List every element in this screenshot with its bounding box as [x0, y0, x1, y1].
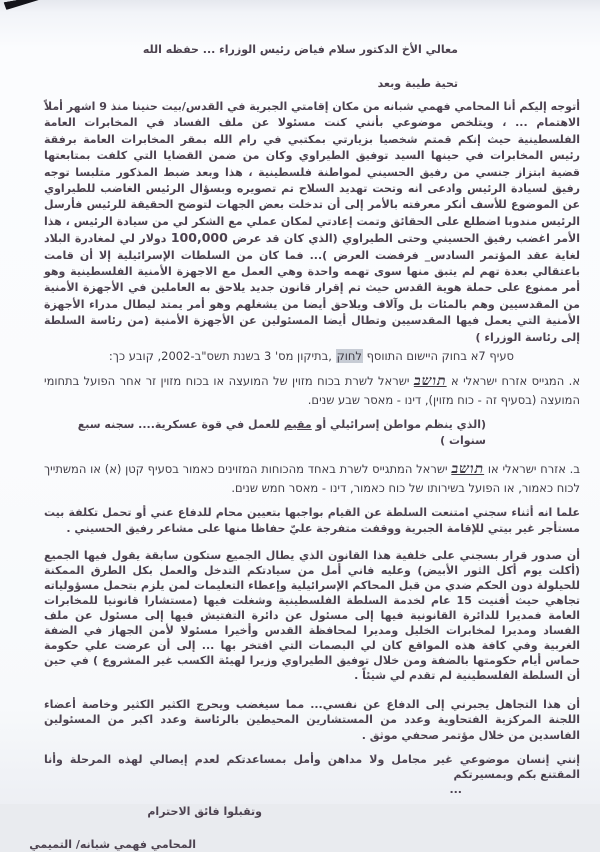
clause-a-text-before: א. המגייס אזרח ישראלי א [446, 374, 581, 389]
scan-artifact-corner-mark [4, 0, 42, 10]
clause-a-text-after: ישראל לשרת בכוח מזוין של המועצה או בכוח מזוין זר אחר הפועל בתחומי המועצה (בסעיף זה - כוח מזוין), דינו - מאסר שבע שנים. [44, 374, 580, 408]
law-intro-after-highlight: ,בתיקון מס' 3 בשנת תשס"ב-2002, קובע כך: [108, 349, 336, 364]
note-text-before: (الذي ينظم مواطن إسرائيلي أو [311, 418, 486, 432]
law-clause-b [44, 460, 580, 498]
law-clause-a [44, 372, 580, 410]
paragraph-appeal-and-career: أن صدور قرار بسجني على خلفية هذا القانون الذي يطال الجميع ستكون سابقة يقول فيها الجميع (أكلت يوم أكل الثور الأبيض) وعليه فاني أمل من سيادتكم التدخل والعمل بكل الطرق الممكنة للحيلولة دون الحكم ضدي من قبل المحاكم الإسرائيلية وإعطاء التعليمات لمن يلزم بتحمل مسؤولياته تجاهي حيث أفنيت 15 عام لخدمة السلطة الفلسطينية وشغلت فيها (مستشارا قانونيا للمخابرات العامة فمديرا للدائرة القانونية فيها إلى مسئول عن دائرة التفتيش فيها إلى مسئول عن ملف الفساد ومديرا لمخابرات الخليل ومديرا لمحافظة القدس وأخيرا مسئولا لأمن الجهاز في الضفة الغربية وفي كافة هذه المواقع كان لي البصمات التي افتخر بها ... إلى أن عرضت علي حكومة حماس أيام حكومتها بالضفة ومن خلال توفيق الطيراوي وزيرا لهيئة الكسب غير المشروع ) في حين أن السلطة الفلسطينية لم تقدم لي شيئاً . [44, 549, 581, 683]
intro-text-after-amount: دولار لي لمغادرة البلاد لغاية عقد المؤتمر السادس_ فرفضت العرض )... فما كان من السلطات الإسرائيلية إلا أن قامت باعتقالي بعدة تهم لم يتبق منها سوى تهمه واحدة وهي العمل مع الاجهزة الأمنية الفلسطينية وهو أمر ممنوع على حملة هوية القدس حيث تم إقرار قانون جديد يلاحق به العاملين في الأجهزة الأمنية من المقدسيين وهم بالمئات بل وآلاف ويلاحق أيضا من يشغلهم وهو أمر يمتد ليطال مدراء الأجهزة الأمنية التي يعمل فيها المقدسيين وتطال أيضا المسئولين عن الأجهزة الأمنية (من رئاسة السلطة إلى رئاسة الوزراء ) [44, 232, 580, 344]
closing-line: وتقبلوا فائق الاحترام [147, 805, 262, 819]
signature-line: المحامي فهمي شبانه/ التميمي [29, 838, 196, 852]
offer-amount-value: 100,000 [170, 230, 228, 246]
arabic-translation-note [44, 417, 486, 449]
continuation-ellipsis: ... [449, 783, 462, 797]
underlined-word-muqim: مقيم [283, 418, 312, 432]
clause-b-text-before: ב. אזרח ישראלי או [484, 462, 580, 477]
emphasized-word-toshav-b: תושב [451, 461, 485, 478]
paragraph-warning: أن هذا التجاهل يجبرني إلى الدفاع عن نفسي... مما سيغضب ويحرج الكثير الكثير وخاصة أعضاء اللجنة المركزية الفتحاوية وعدد من المستشارين المحيطين بالرئاسة وعدد اكبر من المسئولين الفاسدين من خلال مؤتمر صحفي موثق . [44, 698, 580, 742]
highlighted-word-lachok: לחוק [336, 349, 362, 364]
recipient-line: معالي الأخ الدكتور سلام فياض رئيس الوزراء ... حفظه الله [142, 43, 458, 56]
law-intro-line [44, 349, 514, 364]
salutation-line: تحية طيبة وبعد [377, 77, 458, 90]
paragraph-detention-complaint: علما انه أثناء سجني امتنعت السلطة عن القيام بواجبها بتعيين محام للدفاع عني أو تحمل تكلفة بيت مستأجر غير بيتي للإقامة الجبرية ووقفت متفرجة عليّ حفاظا منها على مشاعر رفيق الحسيني . [44, 506, 580, 535]
intro-paragraph [44, 99, 580, 346]
emphasized-word-toshav-a: תושב [413, 373, 447, 390]
intro-text-before-amount: أتوجه إليكم أنا المحامي فهمي شبانه من مكان إقامتي الجبرية في القدس/بيت حنينا منذ 9 اشهر أملاً الاهتمام ... ، ويتلخص موضوعي بأنني كنت مسئولا عن ملف الفساد في المخابرات العامة الفلسطينية حيث إنكم قمتم شخصيا بزيارتي بمكتبي في رام الله بمقر المخابرات العامة برفقة رئيس المخابرات في حينها السيد توفيق الطيراوي وكان من ضمن القضايا التي كلفت بمتابعتها قضية ابتزاز جنسي من رفيق الحسيني لمواطنة فلسطينية ، هذا وبعد ضبط المذكور متلبسا توجه رفيق لسيادة الرئيس وادعى انه وتحت تهديد السلاح تم تصويره وبسؤال الرئيس الغاضب للطيراوي عن الموضوع للأسف أنكر معرفته بالأمر إلى أن تدخلت بعض الجهات لتوضح الحقيقة للرئيس فأرسل الرئيس مندوبا اضطلع على الحقائق وتمت إعادتي لمكان عملي مع الشكر لي من سيادة الرئيس ، هذا الأمر اغضب رفيق الحسيني وحتى الطيراوي (الذي كان قد عرض [44, 100, 580, 246]
clause-b-text-after: ישראל המתגייס לשרת באחד מהכוחות המזוינים כאמור בסעיף קטן (א) או המשתייך לכוח כאמור, או הפועל בשירותו של כוח כאמור, דינו - מאסר חמש שנים. [44, 462, 580, 496]
note-text-after: للعمل في قوة عسكرية.... سجنه سبع سنوات ) [77, 418, 486, 448]
paragraph-personal-statement: إنني إنسان موضوعي غير مجامل ولا مداهن وأمل بمساعدتكم لعدم إيصالي لهذه المرحلة وأنا المقتنع بكم وبمسيرتكم [44, 752, 580, 782]
law-intro-before-highlight: סעיף 7א בחוק היישום התווסף [362, 349, 514, 364]
letter-content [29, 42, 581, 852]
